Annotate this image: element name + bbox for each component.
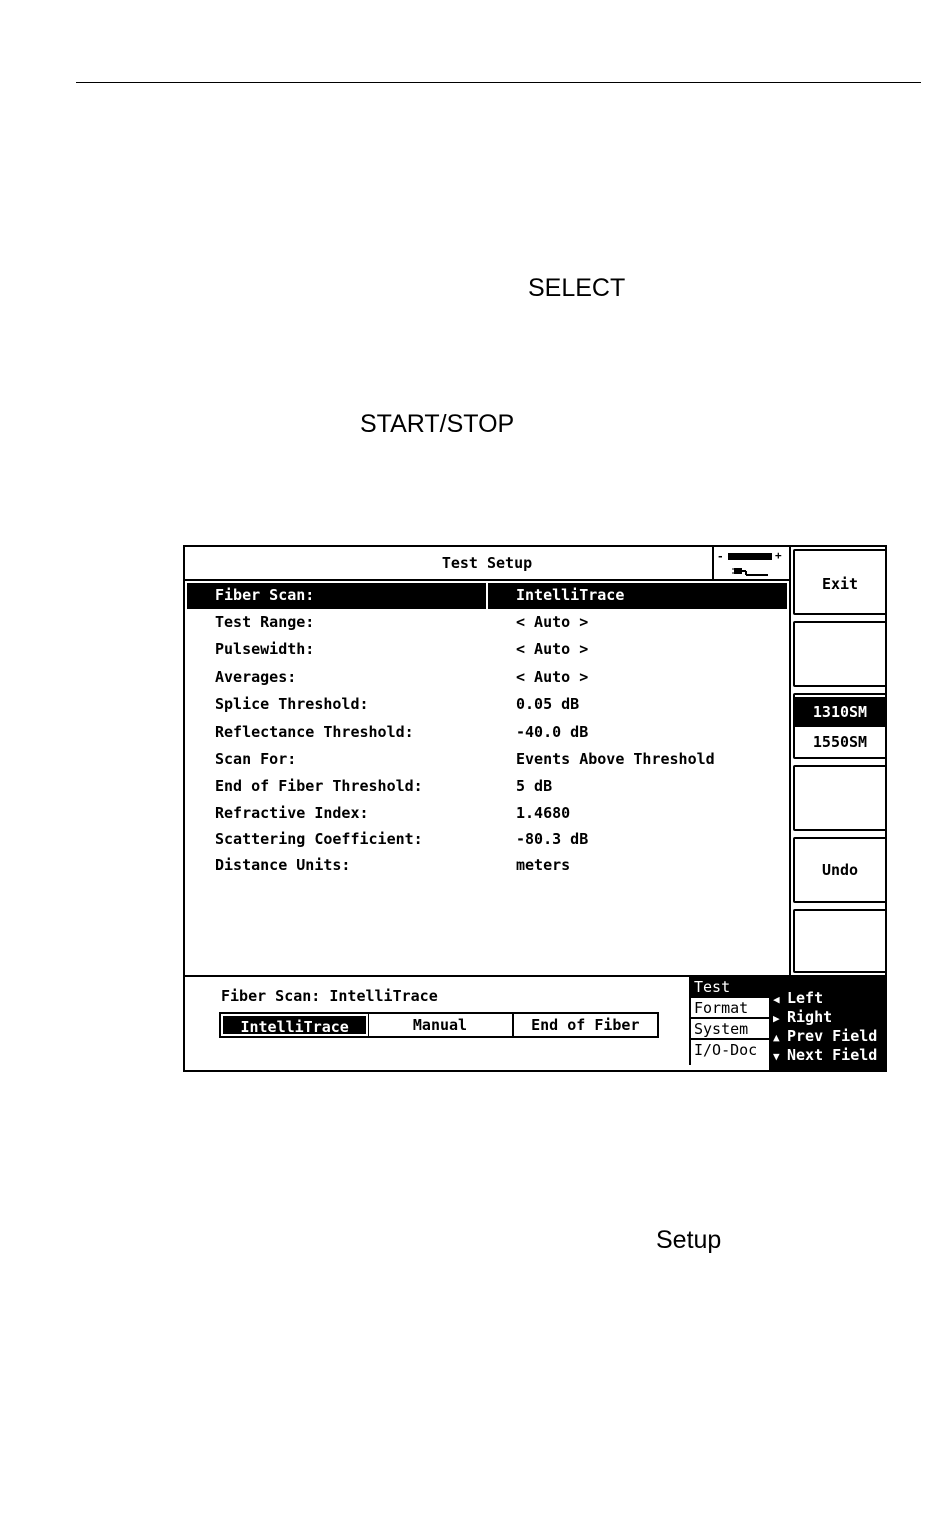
screen-title: Test Setup <box>441 554 533 572</box>
tab-test[interactable]: Test <box>691 977 769 998</box>
nav-prev-label: Prev Field <box>787 1027 878 1045</box>
undo-softkey[interactable] <box>793 837 887 903</box>
field-test-range[interactable] <box>187 610 787 636</box>
field-refractive-index[interactable] <box>187 801 787 827</box>
field-averages[interactable] <box>187 665 787 691</box>
wavelength-1310-selected: 1310SM <box>795 697 885 727</box>
field-splice-threshold[interactable] <box>187 692 787 718</box>
field-label: Pulsewidth: <box>215 640 315 658</box>
nav-left-label: Left <box>787 989 824 1007</box>
bottom-panel <box>185 975 885 1070</box>
battery-indicator <box>712 547 789 581</box>
field-value: meters <box>516 856 571 874</box>
triangle-left-icon: ◀ <box>773 993 780 1006</box>
field-scattering-coefficient[interactable] <box>187 827 787 853</box>
nav-next-field <box>773 1046 877 1064</box>
option-end-of-fiber[interactable]: End of Fiber <box>531 1016 640 1034</box>
row-divider <box>486 583 488 609</box>
wavelength-softkey[interactable] <box>793 693 887 759</box>
field-value: 1.4680 <box>516 804 571 822</box>
battery-minus: - <box>717 550 724 563</box>
field-value: 5 dB <box>516 777 553 795</box>
field-label: Averages: <box>215 668 297 686</box>
field-label: Scattering Coefficient: <box>215 830 423 848</box>
blank-softkey-6[interactable] <box>793 909 887 973</box>
nav-left <box>773 989 823 1007</box>
field-value: -40.0 dB <box>516 723 589 741</box>
exit-softkey[interactable] <box>793 549 887 615</box>
doc-key-start-stop: START/STOP <box>360 410 515 438</box>
battery-plus: + <box>775 549 782 562</box>
fiber-scan-options <box>219 1012 659 1038</box>
menu-tabs <box>689 977 769 1065</box>
page-header-rule <box>76 82 921 83</box>
softkey-label: Exit <box>821 575 859 593</box>
wavelength-1550: 1550SM <box>812 733 868 751</box>
field-label: Refractive Index: <box>215 804 369 822</box>
field-distance-units[interactable] <box>187 853 787 879</box>
field-label: Distance Units: <box>215 856 351 874</box>
field-value: < Auto > <box>516 640 589 658</box>
field-label: Scan For: <box>215 750 297 768</box>
softkey-label: Undo <box>821 861 859 879</box>
field-label: End of Fiber Threshold: <box>215 777 423 795</box>
field-value: 0.05 dB <box>516 695 580 713</box>
test-setup-screen <box>183 545 887 1072</box>
navigation-help <box>769 977 885 1072</box>
field-value: -80.3 dB <box>516 830 589 848</box>
tab-system[interactable]: System <box>691 1019 769 1040</box>
field-label: Test Range: <box>215 613 315 631</box>
nav-next-label: Next Field <box>787 1046 878 1064</box>
field-value: Events Above Threshold <box>516 750 715 768</box>
doc-key-select: SELECT <box>528 274 626 302</box>
status-line: Fiber Scan: IntelliTrace <box>221 987 438 1005</box>
field-value: < Auto > <box>516 613 589 631</box>
field-pulsewidth[interactable] <box>187 637 787 663</box>
field-label: Reflectance Threshold: <box>215 723 414 741</box>
nav-right <box>773 1008 832 1026</box>
field-value: < Auto > <box>516 668 589 686</box>
option-manual[interactable]: Manual <box>368 1014 513 1036</box>
field-label: Splice Threshold: <box>215 695 369 713</box>
blank-softkey-4[interactable] <box>793 765 887 831</box>
field-label: Fiber Scan: <box>215 586 315 604</box>
triangle-down-icon: ▼ <box>773 1050 780 1063</box>
field-scan-for[interactable] <box>187 747 787 773</box>
field-end-of-fiber-threshold[interactable] <box>187 774 787 800</box>
title-bar <box>185 547 789 581</box>
field-fiber-scan[interactable] <box>187 583 787 609</box>
triangle-right-icon: ▶ <box>773 1012 780 1025</box>
tab-io-doc[interactable]: I/O-Doc <box>694 1041 758 1059</box>
triangle-up-icon: ▲ <box>773 1031 780 1044</box>
field-reflectance-threshold[interactable] <box>187 720 787 746</box>
doc-word-setup: Setup <box>656 1226 722 1254</box>
tab-format[interactable]: Format <box>691 998 769 1019</box>
nav-right-label: Right <box>787 1008 833 1026</box>
ac-plug-icon <box>732 565 768 577</box>
softkey-column <box>789 547 887 977</box>
battery-icon <box>728 553 772 560</box>
field-value: IntelliTrace <box>516 586 625 604</box>
blank-softkey-2[interactable] <box>793 621 887 687</box>
option-intellitrace[interactable]: IntelliTrace <box>221 1014 368 1036</box>
nav-prev-field <box>773 1027 877 1045</box>
